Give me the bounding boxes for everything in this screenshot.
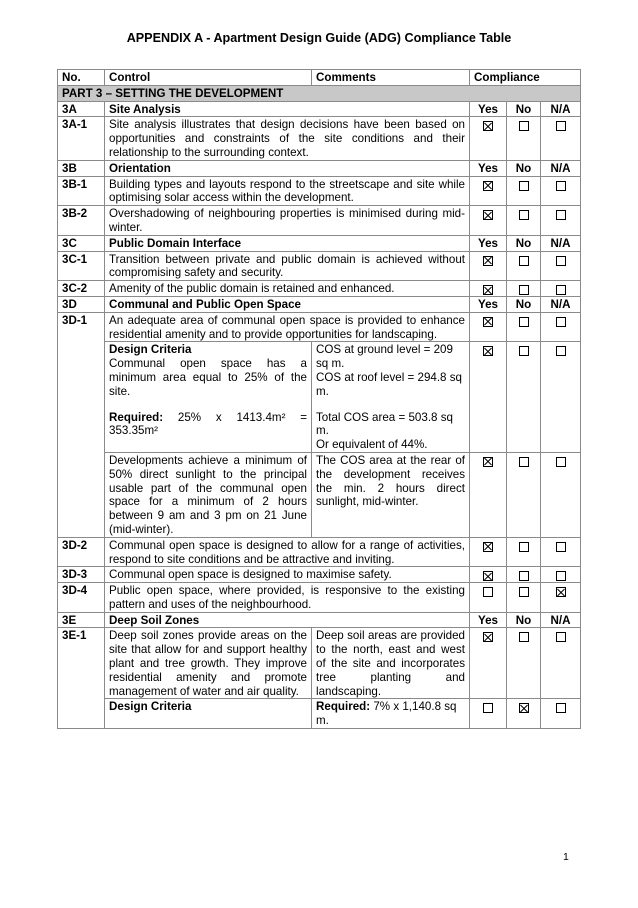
no-label: No	[507, 612, 541, 628]
yes-checkbox-checked[interactable]	[483, 632, 493, 642]
section-no: 3E	[58, 612, 105, 628]
page-title: APPENDIX A - Apartment Design Guide (ADG) Compliance Table	[126, 31, 512, 45]
no-checkbox[interactable]	[519, 542, 529, 552]
header-no: No.	[58, 70, 105, 86]
no-checkbox[interactable]	[519, 210, 529, 220]
row-no: 3D-1	[58, 312, 105, 537]
no-checkbox[interactable]	[519, 346, 529, 356]
row-no: 3B-1	[58, 176, 105, 206]
section-row	[58, 160, 581, 176]
row-no: 3B-2	[58, 206, 105, 236]
no-checkbox[interactable]	[519, 457, 529, 467]
control-text: Deep soil zones provide areas on the site that allow for and support healthy plant and tree growth. They improve residential amenity and promote management of water and air quality.	[105, 628, 312, 699]
part-row	[58, 85, 581, 101]
yes-checkbox-checked[interactable]	[483, 181, 493, 191]
comment-line: Or equivalent of 44%.	[316, 438, 428, 452]
row-no: 3D-3	[58, 567, 105, 583]
na-checkbox[interactable]	[556, 181, 566, 191]
header-comments: Comments	[312, 70, 470, 86]
yes-label: Yes	[470, 235, 507, 251]
table-row	[58, 342, 581, 453]
design-criteria-cell	[105, 342, 312, 453]
yes-checkbox-checked[interactable]	[483, 256, 493, 266]
yes-label: Yes	[470, 160, 507, 176]
required-label: Required:	[316, 700, 371, 714]
no-label: No	[507, 235, 541, 251]
section-no: 3D	[58, 296, 105, 312]
table-row	[58, 312, 581, 342]
row-no: 3A-1	[58, 117, 105, 160]
design-criteria-heading: Design Criteria	[105, 699, 312, 729]
yes-checkbox-checked[interactable]	[483, 346, 493, 356]
table-row	[58, 699, 581, 729]
section-no: 3B	[58, 160, 105, 176]
section-row	[58, 296, 581, 312]
yes-checkbox-checked[interactable]	[483, 571, 493, 581]
part-title: PART 3 – SETTING THE DEVELOPMENT	[58, 85, 581, 101]
na-checkbox[interactable]	[556, 703, 566, 713]
no-label: No	[507, 101, 541, 117]
table-header-row	[58, 70, 581, 86]
na-label: N/A	[541, 296, 581, 312]
na-checkbox[interactable]	[556, 457, 566, 467]
table-row	[58, 452, 581, 537]
no-checkbox-checked[interactable]	[519, 703, 529, 713]
yes-checkbox[interactable]	[483, 703, 493, 713]
header-control: Control	[105, 70, 312, 86]
section-row	[58, 235, 581, 251]
na-checkbox[interactable]	[556, 542, 566, 552]
table-row	[58, 281, 581, 297]
comment-line: Total COS area = 503.8 sq m.	[316, 410, 453, 438]
no-checkbox[interactable]	[519, 317, 529, 327]
control-text: Building types and layouts respond to the streetscape and site while optimising solar access within the development.	[105, 176, 470, 206]
compliance-table	[57, 69, 581, 729]
section-title: Public Domain Interface	[105, 235, 470, 251]
yes-checkbox-checked[interactable]	[483, 457, 493, 467]
section-row	[58, 101, 581, 117]
section-no: 3C	[58, 235, 105, 251]
no-checkbox[interactable]	[519, 285, 529, 295]
comment-cell	[312, 699, 470, 729]
yes-checkbox[interactable]	[483, 587, 493, 597]
yes-checkbox-checked[interactable]	[483, 542, 493, 552]
comment-cell: The COS area at the rear of the development receives the min. 2 hours direct sunlight, mid-winter.	[312, 452, 470, 537]
row-no: 3D-4	[58, 583, 105, 613]
page-number: 1	[563, 851, 569, 863]
table-row	[58, 117, 581, 160]
table-row	[58, 176, 581, 206]
yes-label: Yes	[470, 101, 507, 117]
no-label: No	[507, 296, 541, 312]
no-checkbox[interactable]	[519, 121, 529, 131]
required-line	[109, 411, 307, 439]
comment-cell: Deep soil areas are provided to the north, east and west of the site and incorporates tree planting and landscaping.	[312, 628, 470, 699]
comment-line: COS at roof level = 294.8 sq m.	[316, 370, 462, 398]
no-checkbox[interactable]	[519, 181, 529, 191]
no-checkbox[interactable]	[519, 256, 529, 266]
control-text: Overshadowing of neighbouring properties is minimised during mid-winter.	[105, 206, 470, 236]
control-text: Public open space, where provided, is responsive to the existing pattern and uses of the neighbourhood.	[105, 583, 470, 613]
na-checkbox[interactable]	[556, 121, 566, 131]
row-no: 3D-2	[58, 537, 105, 567]
criteria-text: Developments achieve a minimum of 50% direct sunlight to the principal usable part of the communal open space for a minimum of 2 hours between 9 am and 3 pm on 21 June (mid-winter).	[105, 452, 312, 537]
na-label: N/A	[541, 235, 581, 251]
section-no: 3A	[58, 101, 105, 117]
na-checkbox[interactable]	[556, 632, 566, 642]
comment-cell	[312, 342, 470, 453]
no-checkbox[interactable]	[519, 571, 529, 581]
section-row	[58, 612, 581, 628]
criteria-text: Communal open space has a minimum area equal to 25% of the site.	[109, 357, 307, 398]
yes-label: Yes	[470, 296, 507, 312]
control-text: Amenity of the public domain is retained and enhanced.	[105, 281, 470, 297]
header-compliance: Compliance	[470, 70, 581, 86]
na-checkbox[interactable]	[556, 571, 566, 581]
table-row	[58, 567, 581, 583]
required-value: 25% x 1413.4m² = 353.35m²	[109, 410, 307, 438]
no-label: No	[507, 160, 541, 176]
na-checkbox[interactable]	[556, 346, 566, 356]
section-title: Deep Soil Zones	[105, 612, 470, 628]
na-checkbox[interactable]	[556, 285, 566, 295]
comment-line: COS at ground level = 209 sq m.	[316, 343, 453, 371]
no-checkbox[interactable]	[519, 632, 529, 642]
row-no: 3C-2	[58, 281, 105, 297]
na-checkbox[interactable]	[556, 210, 566, 220]
control-text: An adequate area of communal open space is provided to enhance residential amenity and to provide opportunities for landscaping.	[105, 312, 470, 342]
section-title: Communal and Public Open Space	[105, 296, 470, 312]
table-row	[58, 583, 581, 613]
control-text: Transition between private and public domain is achieved without compromising safety and security.	[105, 251, 470, 281]
yes-checkbox-checked[interactable]	[483, 317, 493, 327]
table-row	[58, 537, 581, 567]
section-title: Site Analysis	[105, 101, 470, 117]
row-no: 3C-1	[58, 251, 105, 281]
na-checkbox[interactable]	[556, 317, 566, 327]
section-title: Orientation	[105, 160, 470, 176]
na-label: N/A	[541, 612, 581, 628]
na-label: N/A	[541, 160, 581, 176]
control-text: Site analysis illustrates that design decisions have been based on opportunities and constraints of the site conditions and their relationship to the surrounding context.	[105, 117, 470, 160]
na-checkbox-checked[interactable]	[556, 587, 566, 597]
yes-label: Yes	[470, 612, 507, 628]
yes-checkbox-checked[interactable]	[483, 210, 493, 220]
yes-checkbox-checked[interactable]	[483, 285, 493, 295]
control-text: Communal open space is designed to maximise safety.	[105, 567, 470, 583]
required-value: 7% x 1,140.8 sq m.	[316, 700, 457, 728]
design-criteria-heading: Design Criteria	[109, 343, 192, 357]
no-checkbox[interactable]	[519, 587, 529, 597]
required-label: Required:	[109, 410, 164, 424]
row-no: 3E-1	[58, 628, 105, 729]
control-text: Communal open space is designed to allow for a range of activities, respond to site conditions and be attractive and inviting.	[105, 537, 470, 567]
yes-checkbox-checked[interactable]	[483, 121, 493, 131]
na-checkbox[interactable]	[556, 256, 566, 266]
table-row	[58, 251, 581, 281]
na-label: N/A	[541, 101, 581, 117]
table-row	[58, 628, 581, 699]
table-row	[58, 206, 581, 236]
